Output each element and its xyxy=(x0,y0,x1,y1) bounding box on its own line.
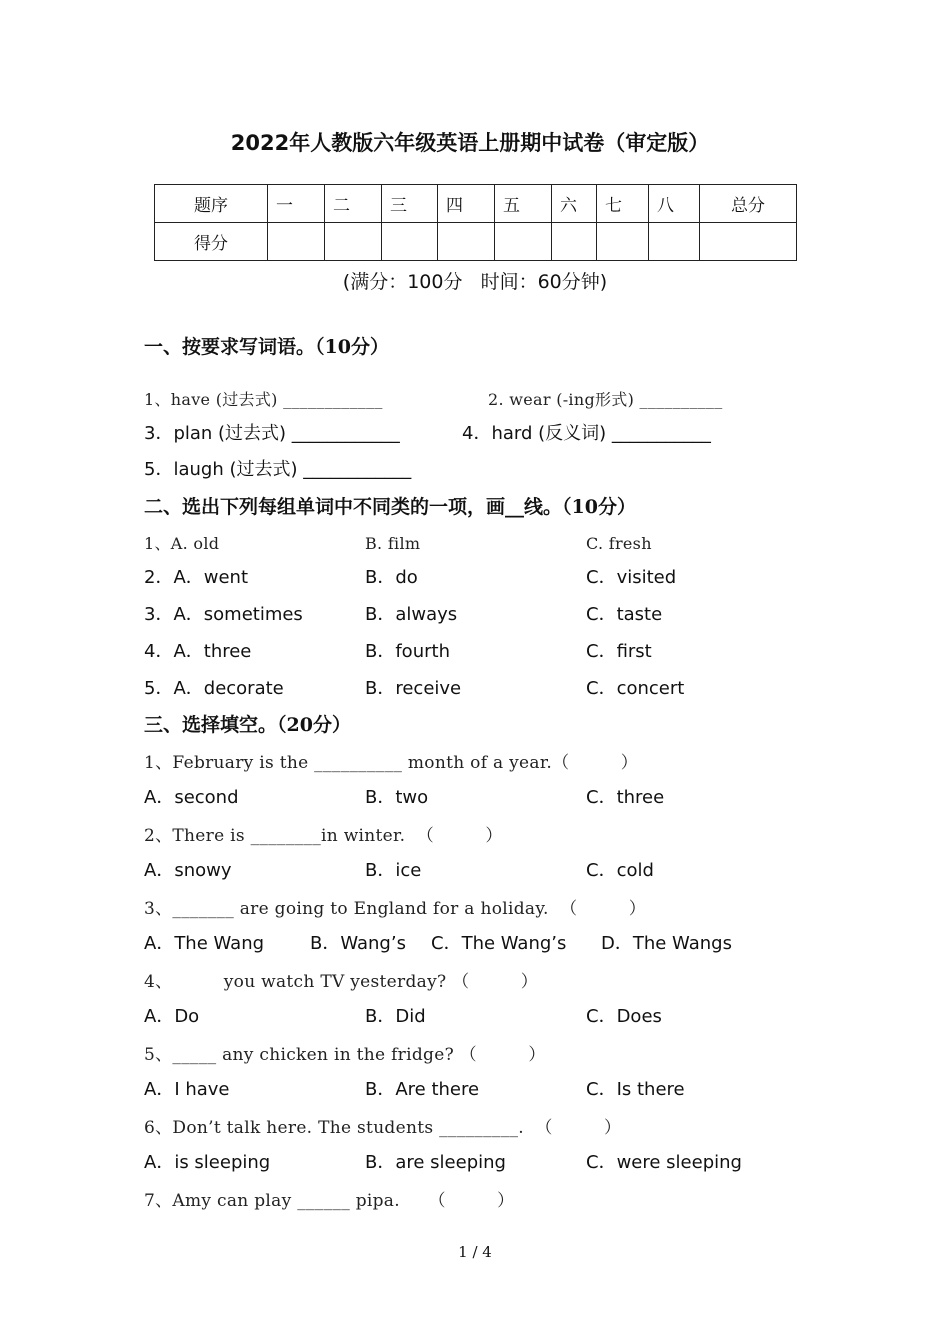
s3-q6-option-b: B．are sleeping xyxy=(365,1152,506,1173)
s2-row-1-c: C. fresh xyxy=(586,534,652,553)
s3-question-4: 4、 you watch TV yesterday? （ ） xyxy=(144,972,539,992)
score-cell[interactable] xyxy=(438,223,495,261)
score-row-label: 得分 xyxy=(155,223,268,261)
s3-q4-option-b: B．Did xyxy=(365,1006,426,1027)
score-cell[interactable] xyxy=(325,223,382,261)
section2-heading: 二、选出下列每组单词中不同类的一项，画__线。（10分） xyxy=(144,496,636,518)
score-cell[interactable] xyxy=(495,223,552,261)
s3-q6-option-a: A．is sleeping xyxy=(144,1152,271,1173)
score-cell[interactable] xyxy=(649,223,700,261)
score-header-cell: 一 xyxy=(268,185,325,223)
s2-row-2-b: B．do xyxy=(365,567,418,588)
score-cell[interactable] xyxy=(552,223,597,261)
s2-row-3-c: C．taste xyxy=(586,604,663,625)
s1-question-3: 3．plan (过去式) ____________ xyxy=(144,423,400,444)
score-header-cell: 二 xyxy=(325,185,382,223)
s2-row-4-b: B．fourth xyxy=(365,641,450,662)
score-header-cell: 七 xyxy=(597,185,649,223)
score-header-cell: 八 xyxy=(649,185,700,223)
s2-row-2-a: 2．A．went xyxy=(144,567,249,588)
s2-row-4-a: 4．A．three xyxy=(144,641,252,662)
s3-question-7: 7、Amy can play ______ pipa. （ ） xyxy=(144,1191,515,1211)
s2-row-3-a: 3．A．sometimes xyxy=(144,604,303,625)
s3-q4-option-a: A．Do xyxy=(144,1006,200,1027)
s1-question-2: 2. wear (-ing形式) __________ xyxy=(488,390,723,409)
s3-q3-option-b: B．Wang’s xyxy=(310,933,406,954)
s3-q5-option-b: B．Are there xyxy=(365,1079,480,1100)
s2-row-1-a: 1、A. old xyxy=(144,534,220,553)
s3-q6-option-c: C．were sleeping xyxy=(586,1152,742,1173)
s2-row-5-b: B．receive xyxy=(365,678,462,699)
score-cell[interactable] xyxy=(382,223,438,261)
s2-row-5-c: C．concert xyxy=(586,678,685,699)
page-title: 2022年人教版六年级英语上册期中试卷（审定版） xyxy=(230,131,710,155)
exam-meta: (满分：100分 时间：60分钟) xyxy=(342,271,608,293)
score-header-cell: 三 xyxy=(382,185,438,223)
score-table xyxy=(154,184,797,261)
s2-row-5-a: 5．A．decorate xyxy=(144,678,284,699)
s3-q2-option-a: A．snowy xyxy=(144,860,232,881)
score-header-cell: 六 xyxy=(552,185,597,223)
section3-heading: 三、选择填空。（20分） xyxy=(144,714,351,736)
score-header-cell: 四 xyxy=(438,185,495,223)
s3-q2-option-c: C．cold xyxy=(586,860,654,881)
s2-row-4-c: C．first xyxy=(586,641,652,662)
page-number: 1 / 4 xyxy=(458,1243,492,1261)
s3-q3-option-c: C．The Wang’s xyxy=(431,933,567,954)
s1-question-1: 1、have (过去式) ____________ xyxy=(144,390,383,409)
score-header-cell: 总分 xyxy=(700,185,797,223)
score-cell[interactable] xyxy=(700,223,797,261)
score-cell[interactable] xyxy=(268,223,325,261)
s3-q3-option-a: A．The Wang xyxy=(144,933,265,954)
s3-q1-option-b: B．two xyxy=(365,787,429,808)
s3-q3-option-d: D．The Wangs xyxy=(601,933,732,954)
s3-q5-option-a: A．I have xyxy=(144,1079,230,1100)
s3-question-6: 6、Don’t talk here. The students _________. （ ） xyxy=(144,1118,622,1138)
section1-heading: 一、按要求写词语。（10分） xyxy=(144,336,389,358)
s1-question-4: 4．hard (反义词) ___________ xyxy=(462,423,711,444)
s3-question-2: 2、There is ________in winter. （ ） xyxy=(144,826,503,846)
s2-row-1-b: B. film xyxy=(365,534,421,553)
s3-question-3: 3、_______ are going to England for a holiday. （ ） xyxy=(144,899,647,919)
s3-q2-option-b: B．ice xyxy=(365,860,422,881)
s3-question-5: 5、_____ any chicken in the fridge? （ ） xyxy=(144,1045,546,1065)
s1-question-5: 5．laugh (过去式) ____________ xyxy=(144,459,412,480)
score-cell[interactable] xyxy=(597,223,649,261)
s2-row-3-b: B．always xyxy=(365,604,458,625)
s2-row-2-c: C．visited xyxy=(586,567,677,588)
score-header-cell: 五 xyxy=(495,185,552,223)
score-header-cell: 题序 xyxy=(155,185,268,223)
s3-question-1: 1、February is the __________ month of a year.（ ） xyxy=(144,753,639,773)
s3-q5-option-c: C．Is there xyxy=(586,1079,685,1100)
s3-q1-option-a: A．second xyxy=(144,787,239,808)
score-table-score-row xyxy=(155,223,797,261)
score-table-header-row xyxy=(155,185,797,223)
s3-q4-option-c: C．Does xyxy=(586,1006,662,1027)
s3-q1-option-c: C．three xyxy=(586,787,665,808)
